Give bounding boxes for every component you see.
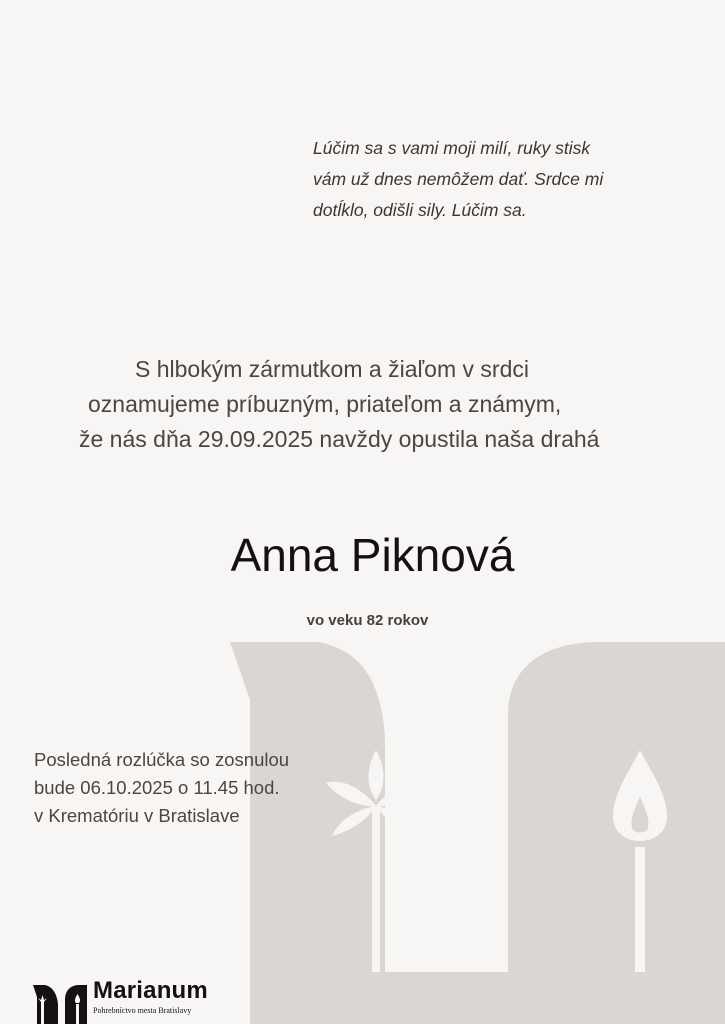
announcement-line: že nás dňa 29.09.2025 navždy opustila naša drahá [79, 426, 600, 452]
announcement-line: S hlbokým zármutkom a žiaľom v srdci [135, 356, 529, 382]
poem-line: vám už dnes nemôžem dať. Srdce mi [313, 169, 604, 189]
announcement-line: oznamujeme príbuzným, priateľom a známym, [88, 391, 562, 417]
poem-line: dotĺklo, odišli sily. Lúčim sa. [313, 200, 527, 220]
poem-line: Lúčim sa s vami moji milí, ruky stisk [313, 138, 591, 158]
funeral-details [34, 746, 354, 830]
deceased-age: vo veku 82 rokov [306, 612, 429, 629]
marianum-logo [33, 978, 233, 1024]
logo-tagline: Pohrebníctvo mesta Bratislavy [93, 1006, 192, 1015]
deceased-name: Anna Piknová [230, 529, 515, 581]
logo-wordmark: Marianum [93, 977, 208, 1004]
funeral-detail-line: Posledná rozlúčka so zosnulou [34, 749, 290, 770]
funeral-detail-line: bude 06.10.2025 o 11.45 hod. [34, 777, 280, 798]
funeral-detail-line: v Krematóriu v Bratislave [34, 805, 240, 826]
farewell-poem [313, 133, 673, 226]
marianum-logo-icon [33, 982, 87, 1024]
